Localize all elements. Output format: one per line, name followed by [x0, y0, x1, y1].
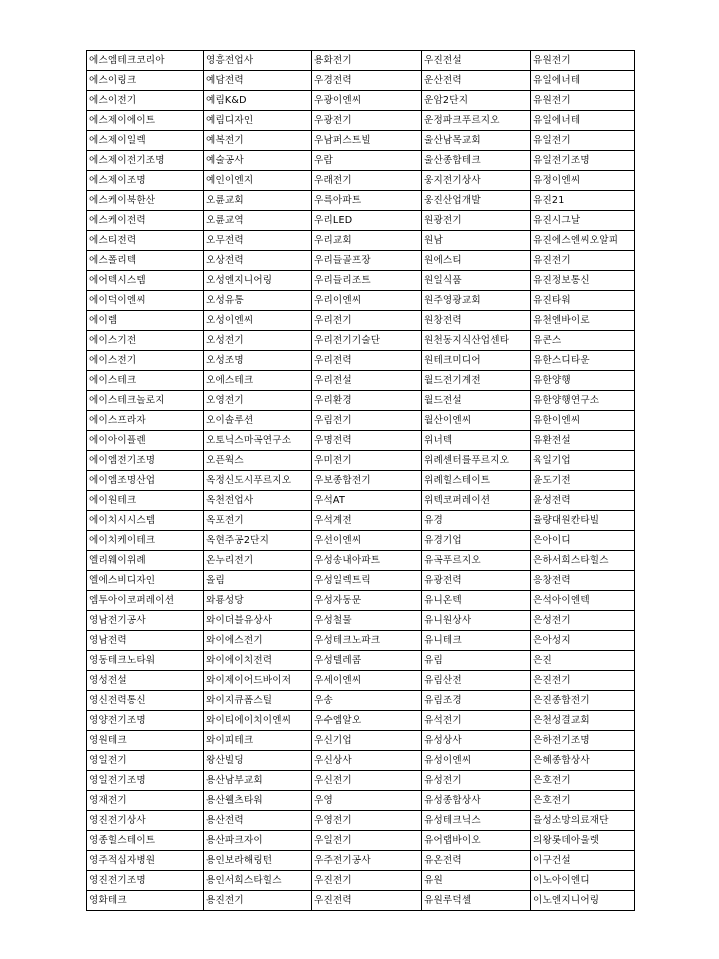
table-row — [87, 831, 635, 851]
table-cell: 예복전기 — [204, 131, 312, 151]
table-cell: 우성자동문 — [312, 591, 422, 611]
table-cell: 와룡성당 — [204, 591, 312, 611]
table-cell: 에이스전기 — [87, 351, 204, 371]
table-cell: 오토닉스마곡연구소 — [204, 431, 312, 451]
table-row — [87, 151, 635, 171]
table-row — [87, 51, 635, 71]
table-cell: 예림디자인 — [204, 111, 312, 131]
table-row — [87, 391, 635, 411]
table-cell: 유곡푸르지오 — [422, 551, 531, 571]
table-cell: 유성상사 — [422, 731, 531, 751]
table-cell: 우영전기 — [312, 811, 422, 831]
table-cell: 원남 — [422, 231, 531, 251]
table-cell: 에어텍시스템 — [87, 271, 204, 291]
table-row — [87, 691, 635, 711]
table-cell: 우일전기 — [312, 831, 422, 851]
table-cell: 영재전기 — [87, 791, 204, 811]
table-cell: 오성이엔씨 — [204, 311, 312, 331]
table-cell: 엠투아이코퍼레이션 — [87, 591, 204, 611]
table-cell: 영진전기조명 — [87, 871, 204, 891]
table-cell: 오륜교역 — [204, 211, 312, 231]
table-cell: 와이피테크 — [204, 731, 312, 751]
table-cell: 우선이엔씨 — [312, 531, 422, 551]
table-row — [87, 871, 635, 891]
table-cell: 유어랩바이오 — [422, 831, 531, 851]
table-cell: 은아성지 — [531, 631, 635, 651]
table-cell: 오성엔지니어링 — [204, 271, 312, 291]
table-cell: 용진전기 — [204, 891, 312, 911]
table-cell: 유림산전 — [422, 671, 531, 691]
table-row — [87, 231, 635, 251]
table-cell: 에이원테크 — [87, 491, 204, 511]
table-row — [87, 471, 635, 491]
table-cell: 우세이엔씨 — [312, 671, 422, 691]
table-cell: 의왕롯데아울렛 — [531, 831, 635, 851]
table-cell: 영주적십자병원 — [87, 851, 204, 871]
table-cell: 이노아이엔디 — [531, 871, 635, 891]
table-row — [87, 491, 635, 511]
table-row — [87, 611, 635, 631]
table-cell: 우송 — [312, 691, 422, 711]
table-cell: 옥포전기 — [204, 511, 312, 531]
table-cell: 용인보라해링턴 — [204, 851, 312, 871]
table-cell: 영남전기공사 — [87, 611, 204, 631]
table-cell: 영신전력통신 — [87, 691, 204, 711]
table-cell: 유콘스 — [531, 331, 635, 351]
table-row — [87, 271, 635, 291]
table-cell: 왕산빌딩 — [204, 751, 312, 771]
table-cell: 월산이엔씨 — [422, 411, 531, 431]
table-cell: 원에스티 — [422, 251, 531, 271]
table-cell: 우보종합전기 — [312, 471, 422, 491]
table-cell: 우성일렉트릭 — [312, 571, 422, 591]
table-cell: 우진전설 — [422, 51, 531, 71]
table-row — [87, 771, 635, 791]
table-cell: 은진 — [531, 651, 635, 671]
table-cell: 유니원상사 — [422, 611, 531, 631]
table-row — [87, 891, 635, 911]
table-cell: 에이치시시스템 — [87, 511, 204, 531]
table-cell: 우림전기 — [312, 411, 422, 431]
table-cell: 유일전기조명 — [531, 151, 635, 171]
table-cell: 우미전기 — [312, 451, 422, 471]
table-cell: 원주영광교회 — [422, 291, 531, 311]
table-cell: 유니테크 — [422, 631, 531, 651]
table-cell: 우석AT — [312, 491, 422, 511]
table-cell: 위례힐스테이트 — [422, 471, 531, 491]
table-cell: 영원테크 — [87, 731, 204, 751]
table-cell: 은진종합전기 — [531, 691, 635, 711]
table-cell: 율량대원칸타빌 — [531, 511, 635, 531]
table-cell: 영화테크 — [87, 891, 204, 911]
table-cell: 용산남부교회 — [204, 771, 312, 791]
table-cell: 우리전설 — [312, 371, 422, 391]
table-cell: 월드전설 — [422, 391, 531, 411]
company-list-body — [87, 51, 635, 911]
table-cell: 우래전기 — [312, 171, 422, 191]
table-cell: 영진전기상사 — [87, 811, 204, 831]
table-row — [87, 291, 635, 311]
table-cell: 영양전기조명 — [87, 711, 204, 731]
table-cell: 유한양행연구소 — [531, 391, 635, 411]
table-row — [87, 251, 635, 271]
table-cell: 은아이디 — [531, 531, 635, 551]
table-cell: 유림 — [422, 651, 531, 671]
table-row — [87, 851, 635, 871]
table-cell: 용산웰츠타워 — [204, 791, 312, 811]
table-cell: 은천성결교회 — [531, 711, 635, 731]
table-cell: 응창전력 — [531, 571, 635, 591]
table-cell: 엘리웨이위례 — [87, 551, 204, 571]
table-cell: 옥천전업사 — [204, 491, 312, 511]
table-cell: 유니온텍 — [422, 591, 531, 611]
table-cell: 유원루덕셀 — [422, 891, 531, 911]
table-cell: 영일전기조명 — [87, 771, 204, 791]
table-cell: 유한이엔씨 — [531, 411, 635, 431]
table-cell: 에이스기전 — [87, 331, 204, 351]
table-cell: 유진정보통신 — [531, 271, 635, 291]
table-cell: 에이아이플렌 — [87, 431, 204, 451]
table-cell: 예담전력 — [204, 71, 312, 91]
table-cell: 영동테크노타워 — [87, 651, 204, 671]
table-cell: 오상전력 — [204, 251, 312, 271]
table-cell: 와이지큐폼스틸 — [204, 691, 312, 711]
table-cell: 이노엔지니어링 — [531, 891, 635, 911]
table-cell: 에이덕이엔씨 — [87, 291, 204, 311]
table-cell: 오픈웍스 — [204, 451, 312, 471]
company-list-table — [86, 50, 635, 911]
table-cell: 오성조명 — [204, 351, 312, 371]
table-cell: 월드전기계전 — [422, 371, 531, 391]
table-cell: 오성전기 — [204, 331, 312, 351]
table-cell: 에스이전기 — [87, 91, 204, 111]
table-cell: 우주전기공사 — [312, 851, 422, 871]
table-cell: 우신전기 — [312, 771, 422, 791]
table-cell: 에스제이전기조명 — [87, 151, 204, 171]
table-cell: 이구건설 — [531, 851, 635, 871]
table-cell: 위너텍 — [422, 431, 531, 451]
table-row — [87, 191, 635, 211]
table-cell: 영흥전업사 — [204, 51, 312, 71]
table-cell: 옥현주공2단지 — [204, 531, 312, 551]
table-cell: 은혜종합상사 — [531, 751, 635, 771]
table-cell: 은하서희스타힐스 — [531, 551, 635, 571]
table-row — [87, 791, 635, 811]
table-row — [87, 431, 635, 451]
table-cell: 울산남목교회 — [422, 131, 531, 151]
table-cell: 에이렘 — [87, 311, 204, 331]
table-cell: 와이에스전기 — [204, 631, 312, 651]
table-cell: 오성유통 — [204, 291, 312, 311]
table-cell: 은석아이엔텍 — [531, 591, 635, 611]
table-row — [87, 551, 635, 571]
table-cell: 우광전기 — [312, 111, 422, 131]
table-cell: 온누리전기 — [204, 551, 312, 571]
table-cell: 우경전력 — [312, 71, 422, 91]
table-cell: 유일에너테 — [531, 111, 635, 131]
table-cell: 에스케이북한산 — [87, 191, 204, 211]
table-cell: 운정파크푸르지오 — [422, 111, 531, 131]
table-cell: 우륵아파트 — [312, 191, 422, 211]
table-cell: 에스제이일렉 — [87, 131, 204, 151]
table-cell: 은진전기 — [531, 671, 635, 691]
table-cell: 우진전력 — [312, 891, 422, 911]
table-cell: 엘에스비디자인 — [87, 571, 204, 591]
table-cell: 용화전기 — [312, 51, 422, 71]
table-row — [87, 811, 635, 831]
table-row — [87, 591, 635, 611]
table-cell: 우리들골프장 — [312, 251, 422, 271]
table-cell: 유경 — [422, 511, 531, 531]
table-row — [87, 211, 635, 231]
table-row — [87, 131, 635, 151]
table-cell: 우리교회 — [312, 231, 422, 251]
table-cell: 유천엔바이로 — [531, 311, 635, 331]
table-cell: 우리환경 — [312, 391, 422, 411]
table-cell: 원일식품 — [422, 271, 531, 291]
table-row — [87, 731, 635, 751]
table-row — [87, 351, 635, 371]
table-cell: 유한양행 — [531, 371, 635, 391]
table-cell: 우수엠알오 — [312, 711, 422, 731]
table-cell: 웅진산업개발 — [422, 191, 531, 211]
table-cell: 원광전기 — [422, 211, 531, 231]
table-row — [87, 571, 635, 591]
table-row — [87, 751, 635, 771]
table-row — [87, 511, 635, 531]
table-cell: 유성종합상사 — [422, 791, 531, 811]
table-cell: 유원전기 — [531, 51, 635, 71]
table-cell: 에스티전력 — [87, 231, 204, 251]
table-cell: 유진시그날 — [531, 211, 635, 231]
table-row — [87, 91, 635, 111]
table-cell: 은성전기 — [531, 611, 635, 631]
table-cell: 원창전력 — [422, 311, 531, 331]
table-row — [87, 711, 635, 731]
table-cell: 은하전기조명 — [531, 731, 635, 751]
table-cell: 우리이엔씨 — [312, 291, 422, 311]
table-cell: 유정이엔씨 — [531, 171, 635, 191]
table-cell: 윤도기전 — [531, 471, 635, 491]
table-cell: 용인서희스타힐스 — [204, 871, 312, 891]
table-cell: 에이스프라자 — [87, 411, 204, 431]
table-cell: 유일전기 — [531, 131, 635, 151]
table-cell: 운산전력 — [422, 71, 531, 91]
table-cell: 유진21 — [531, 191, 635, 211]
table-cell: 예인이엔지 — [204, 171, 312, 191]
table-cell: 유성테크닉스 — [422, 811, 531, 831]
table-cell: 유광전력 — [422, 571, 531, 591]
table-cell: 예술공사 — [204, 151, 312, 171]
table-row — [87, 311, 635, 331]
table-cell: 옥정신도시푸르지오 — [204, 471, 312, 491]
table-cell: 오영전기 — [204, 391, 312, 411]
table-cell: 우남퍼스트빌 — [312, 131, 422, 151]
table-cell: 유진전기 — [531, 251, 635, 271]
table-row — [87, 411, 635, 431]
table-cell: 오에스테크 — [204, 371, 312, 391]
table-cell: 우리전기 — [312, 311, 422, 331]
table-cell: 우리LED — [312, 211, 422, 231]
table-cell: 우신상사 — [312, 751, 422, 771]
table-cell: 영성전설 — [87, 671, 204, 691]
table-cell: 유성이엔씨 — [422, 751, 531, 771]
table-cell: 우광이엔씨 — [312, 91, 422, 111]
table-row — [87, 371, 635, 391]
table-cell: 에이치케이테크 — [87, 531, 204, 551]
table-cell: 웅지전기상사 — [422, 171, 531, 191]
table-cell: 울산종합테크 — [422, 151, 531, 171]
table-cell: 우성텔레콤 — [312, 651, 422, 671]
table-cell: 우석계전 — [312, 511, 422, 531]
table-cell: 에스제이조명 — [87, 171, 204, 191]
table-cell: 와이더블유상사 — [204, 611, 312, 631]
table-row — [87, 631, 635, 651]
table-cell: 오륜교회 — [204, 191, 312, 211]
table-row — [87, 451, 635, 471]
table-cell: 와이에이치전력 — [204, 651, 312, 671]
table-cell: 영일전기 — [87, 751, 204, 771]
table-cell: 유일에너테 — [531, 71, 635, 91]
table-cell: 에스제이에이트 — [87, 111, 204, 131]
table-cell: 에스폴리텍 — [87, 251, 204, 271]
table-cell: 유원전기 — [531, 91, 635, 111]
table-row — [87, 671, 635, 691]
table-cell: 유원 — [422, 871, 531, 891]
table-cell: 오무전력 — [204, 231, 312, 251]
table-cell: 에스이링크 — [87, 71, 204, 91]
table-cell: 우람 — [312, 151, 422, 171]
table-cell: 원천동지식산업센타 — [422, 331, 531, 351]
table-cell: 유석전기 — [422, 711, 531, 731]
table-cell: 유성전기 — [422, 771, 531, 791]
table-cell: 우리전력 — [312, 351, 422, 371]
table-cell: 올림 — [204, 571, 312, 591]
table-cell: 와이티에이치이엔씨 — [204, 711, 312, 731]
table-cell: 오이솔루션 — [204, 411, 312, 431]
table-cell: 유림조경 — [422, 691, 531, 711]
table-cell: 용산전력 — [204, 811, 312, 831]
table-cell: 용산파크자이 — [204, 831, 312, 851]
table-cell: 위례센터를푸르지오 — [422, 451, 531, 471]
table-cell: 육일기업 — [531, 451, 635, 471]
table-cell: 우리들리조트 — [312, 271, 422, 291]
table-cell: 은호전기 — [531, 771, 635, 791]
table-cell: 윤성전력 — [531, 491, 635, 511]
table-cell: 영남전력 — [87, 631, 204, 651]
table-cell: 에이스테크놀로지 — [87, 391, 204, 411]
table-row — [87, 331, 635, 351]
table-cell: 우성송내아파트 — [312, 551, 422, 571]
table-cell: 에이엠전기조명 — [87, 451, 204, 471]
table-cell: 에이스테크 — [87, 371, 204, 391]
table-cell: 우명전력 — [312, 431, 422, 451]
table-row — [87, 71, 635, 91]
table-row — [87, 651, 635, 671]
table-cell: 위텍코퍼레이션 — [422, 491, 531, 511]
table-cell: 에이엠조명산업 — [87, 471, 204, 491]
table-cell: 와이제이어드바이저 — [204, 671, 312, 691]
table-cell: 우진전기 — [312, 871, 422, 891]
table-row — [87, 171, 635, 191]
table-row — [87, 111, 635, 131]
table-cell: 유진에스엔씨오알피 — [531, 231, 635, 251]
table-cell: 우성테크노파크 — [312, 631, 422, 651]
table-cell: 우영 — [312, 791, 422, 811]
table-cell: 우신기업 — [312, 731, 422, 751]
table-cell: 유한스디타운 — [531, 351, 635, 371]
table-cell: 원테크미디어 — [422, 351, 531, 371]
table-row — [87, 531, 635, 551]
table-cell: 에스엠테크코리아 — [87, 51, 204, 71]
table-cell: 유경기업 — [422, 531, 531, 551]
table-cell: 에스케이전력 — [87, 211, 204, 231]
table-cell: 유온전력 — [422, 851, 531, 871]
table-cell: 우리전기기술단 — [312, 331, 422, 351]
table-cell: 유환전설 — [531, 431, 635, 451]
table-cell: 운암2단지 — [422, 91, 531, 111]
table-cell: 은호전기 — [531, 791, 635, 811]
table-cell: 영종힐스테이트 — [87, 831, 204, 851]
table-cell: 을성소망의료재단 — [531, 811, 635, 831]
table-cell: 유진타워 — [531, 291, 635, 311]
table-cell: 예림K&D — [204, 91, 312, 111]
table-cell: 우성철물 — [312, 611, 422, 631]
